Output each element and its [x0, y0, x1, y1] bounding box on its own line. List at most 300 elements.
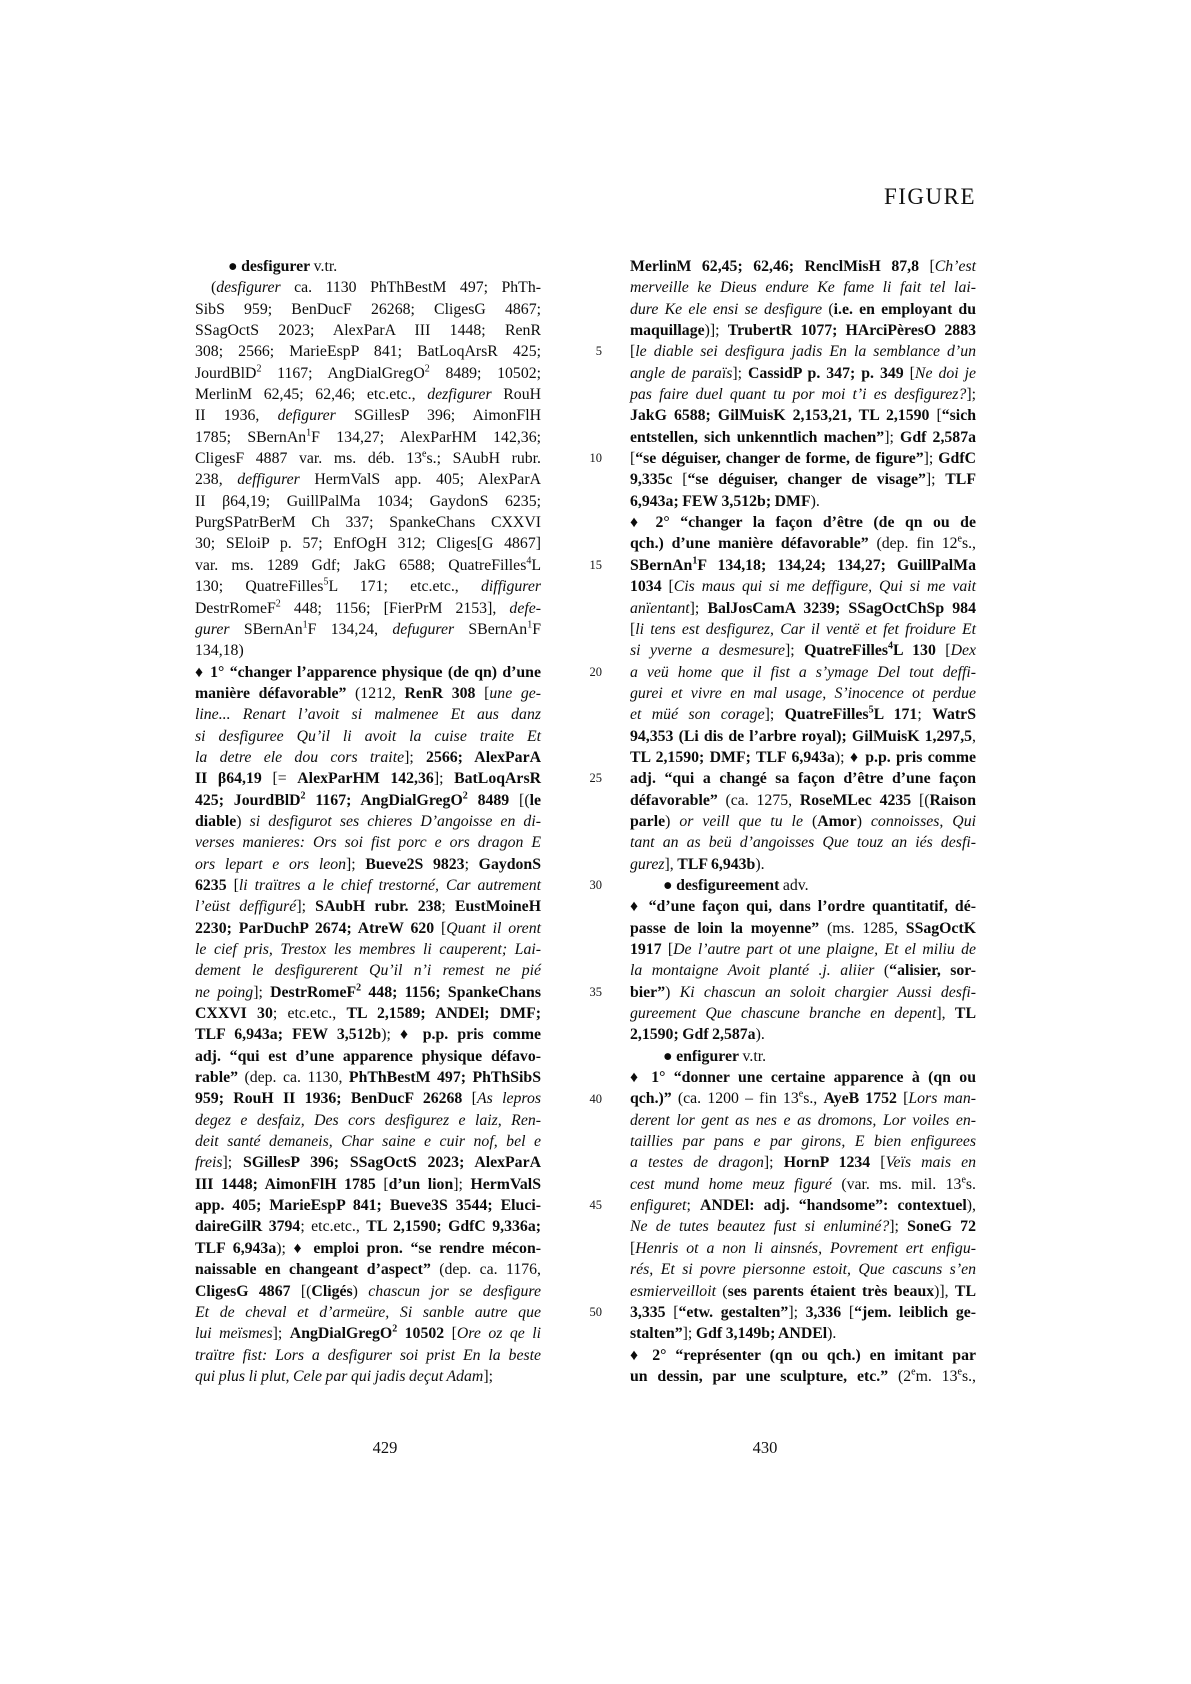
text-run: taillies par pans e par girons, E bien enfigurees — [630, 1133, 976, 1151]
text-line — [630, 1088, 976, 1109]
text-line — [630, 448, 976, 469]
text-run: “changer l’apparence physique (de qn) d’une — [229, 663, 541, 681]
text-run: un dessin, par une sculpture, etc.” — [630, 1367, 889, 1385]
text-line — [195, 427, 541, 448]
text-run: CassidP p. 347; p. 349 — [748, 364, 904, 382]
text-run: TL — [954, 1005, 976, 1023]
text-run: 1° — [210, 663, 225, 681]
text-run: a veü home que il fist a s’ymage Del tout deffi- — [630, 663, 976, 681]
text-run: [ — [841, 1303, 855, 1321]
text-run: a testes de dragon — [630, 1154, 764, 1172]
text-run: SBernAn — [229, 620, 303, 638]
text-run: QuatreFilles — [784, 706, 869, 724]
text-run: lui meïsmes — [195, 1325, 273, 1343]
text-run: Cligés — [311, 1282, 353, 1300]
text-line — [195, 875, 541, 896]
text-run: ); ♦ — [381, 1026, 423, 1044]
text-run: 2566; AlexParA — [426, 748, 541, 766]
text-line — [195, 555, 541, 576]
text-line — [195, 1152, 541, 1173]
text-run: ]; — [404, 748, 427, 766]
text-run: cest mund home meuz figuré — [630, 1175, 832, 1193]
text-run: MerlinM 62,45; 62,46; etc.etc., — [195, 386, 428, 404]
text-line — [195, 299, 541, 320]
text-run: l’eüst deffiguré — [195, 898, 297, 916]
text-run: EustMoineH — [454, 898, 541, 916]
text-run: s.; SAubH rubr. — [426, 450, 541, 468]
text-line — [195, 918, 541, 939]
text-run: defugurer — [392, 620, 455, 638]
text-run: 238, — [195, 471, 238, 489]
text-run: L 130 — [893, 642, 936, 660]
text-line — [195, 341, 541, 362]
text-run: SGillesP 396; AimonFlH — [335, 407, 541, 425]
text-run: “changer la façon d’être (de qn ou de — [680, 514, 976, 532]
text-run: TLF 6,943b — [677, 855, 756, 873]
text-run: 2 — [462, 790, 468, 802]
text-line — [630, 790, 976, 811]
line-number: 10 — [589, 451, 602, 466]
text-line — [195, 1003, 541, 1024]
text-run: ; etc.etc., — [272, 1005, 347, 1023]
text-run: TLF 6,943a — [195, 1239, 277, 1257]
text-run: 959; RouH II 1936; BenDucF 26268 — [195, 1090, 463, 1108]
line-number: 25 — [589, 771, 602, 786]
text-run: 4 — [888, 640, 894, 652]
text-run: ANDEl: adj. “handsome”: contextuel — [700, 1197, 967, 1215]
text-run: app. 405; MarieEspP 841; Bueve3S 3544; Eluci- — [195, 1197, 541, 1215]
text-run: gureement Que chascune branche en depent — [630, 1005, 937, 1023]
text-run: [( — [290, 1282, 312, 1300]
text-run: ; — [441, 898, 455, 916]
text-run: ● — [663, 876, 677, 894]
text-run: SBernAn — [630, 556, 693, 574]
text-run: ]; — [483, 1367, 493, 1385]
text-run: [ — [661, 578, 674, 596]
text-line — [195, 662, 541, 683]
text-run: connoisses, Qui — [870, 812, 976, 830]
text-line — [195, 1088, 541, 1109]
text-run: maquillage — [630, 322, 705, 340]
text-line — [195, 726, 541, 747]
text-line — [630, 619, 976, 640]
text-line — [630, 491, 976, 512]
page-number-left: 429 — [372, 1438, 398, 1457]
text-run: entstellen, sich unkenntlich machen” — [630, 428, 885, 446]
line-number: 30 — [589, 878, 602, 893]
text-run: ], — [936, 1005, 955, 1023]
text-run: adv. — [779, 876, 809, 894]
line-number: 45 — [589, 1198, 602, 1213]
text-run: 5 — [323, 576, 329, 588]
text-run: BalJosCamA 3239; SSagOctChSp 984 — [707, 599, 976, 617]
text-run: 1785; SBernAn — [195, 428, 307, 446]
text-line — [630, 1174, 976, 1195]
text-run: ( — [822, 300, 834, 318]
text-run: 448; 1156; [FierPrM 2153], — [280, 599, 510, 617]
text-run: AngDialGregO — [289, 1325, 393, 1343]
text-run: Gdf 3,149b; ANDEl — [695, 1325, 828, 1343]
text-run: la montaigne Avoit planté .j. aliier — [630, 962, 875, 980]
text-run: anïentant — [630, 599, 690, 617]
line-number: 40 — [589, 1091, 602, 1106]
text-line — [195, 1024, 541, 1045]
text-run: ]; — [433, 770, 455, 788]
text-run: une ge- — [489, 684, 542, 702]
text-run: [ — [630, 1239, 636, 1257]
text-run: F — [532, 620, 541, 638]
text-run: ], — [664, 855, 678, 873]
text-run: freis — [195, 1154, 223, 1172]
text-run: “donner une certaine apparence à (qn ou — [673, 1069, 976, 1087]
text-run: 3,336 — [805, 1303, 842, 1321]
text-run: 2,1590; Gdf 2,587a — [630, 1026, 756, 1044]
text-line — [630, 299, 976, 320]
text-run: (ca. 1200 – fin 13 — [671, 1090, 799, 1108]
text-run: ]; — [889, 1218, 908, 1236]
line-number: 5 — [595, 344, 602, 359]
text-line — [195, 533, 541, 554]
text-run: ]; — [763, 1154, 784, 1172]
text-run: ). — [755, 1026, 765, 1044]
text-line — [630, 1024, 976, 1045]
text-run: 1 — [527, 619, 533, 631]
text-run: [ — [929, 407, 942, 425]
text-run: “alisier, sor- — [889, 962, 976, 980]
line-number: 50 — [589, 1305, 602, 1320]
text-run: v.tr. — [310, 258, 338, 275]
text-run: AlexParHM 142,36 — [297, 770, 434, 788]
text-run: ), — [966, 1197, 976, 1215]
text-line — [195, 1345, 541, 1366]
text-run: ]; — [925, 471, 946, 489]
text-run: defigurer — [277, 407, 336, 425]
text-run: traïtre fist: Lors a desfigurer soi prist En la beste — [195, 1346, 541, 1364]
text-line — [630, 704, 976, 725]
text-run: [ — [630, 620, 636, 638]
text-run: 30; SEloiP p. 57; EnfOgH 312; Cliges[G 4867] — [195, 535, 541, 553]
text-run: F 134,18; 134,24; 134,27; GuillPalMa — [697, 556, 976, 574]
text-run: ; etc.etc., — [300, 1218, 367, 1236]
text-run: 1917 — [630, 941, 662, 958]
text-run: AyeB 1752 — [823, 1090, 897, 1108]
text-run: chascun jor se desfigure — [368, 1282, 541, 1300]
text-run: si desfigurot ses chieres D’angoisse en di- — [249, 812, 541, 830]
text-line — [195, 512, 541, 533]
text-run: 1 — [306, 427, 312, 439]
text-run: 8489; 10502; — [429, 364, 542, 382]
text-run: e — [961, 1174, 966, 1186]
text-run: [ — [630, 343, 636, 361]
text-run: III 1448; AimonFlH 1785 — [195, 1175, 376, 1193]
text-run: 2 — [424, 363, 430, 375]
text-run: ( — [715, 1282, 728, 1300]
text-run: Dex — [950, 642, 976, 660]
text-run: Ki chascun an soloit chargier Aussi desfi- — [679, 983, 976, 1001]
text-run: DestrRomeF — [270, 983, 357, 1001]
text-run: (ms. 1285, — [819, 919, 906, 937]
text-run: ) — [665, 983, 680, 1001]
right-column — [630, 256, 976, 1387]
text-run: ) — [236, 812, 250, 830]
text-run: (dep. ca. 1176, — [430, 1261, 541, 1279]
text-run: Ore oz qe li — [456, 1325, 542, 1343]
text-run: manière défavorable” — [195, 684, 347, 702]
text-run: ]; — [253, 983, 271, 1001]
text-line — [195, 896, 541, 917]
text-run: TLF 6,943a; FEW 3,512b — [195, 1026, 382, 1044]
text-run: naissable en changeant d’aspect” — [195, 1261, 431, 1279]
text-run: [ — [896, 1090, 909, 1108]
text-run: GaydonS — [478, 855, 541, 873]
text-line — [630, 1366, 976, 1387]
text-run: bier” — [630, 983, 666, 1001]
text-line — [630, 277, 976, 298]
text-run: ; — [917, 706, 933, 724]
text-run: [ — [665, 1303, 679, 1321]
text-run: ]; — [346, 855, 366, 873]
text-run: 2° — [655, 514, 670, 532]
text-run: RouH — [491, 386, 541, 404]
text-run: 2 — [392, 1323, 398, 1335]
text-run: adj. “qui est d’une apparence physique défavo- — [195, 1047, 541, 1065]
text-run: [ — [672, 471, 688, 489]
text-run: ca. 1130 PhThBestM 497; PhTh- — [280, 279, 541, 297]
text-line — [195, 811, 541, 832]
text-line — [195, 320, 541, 341]
text-run: MerlinM 62,45; 62,46; RenclMisH 87,8 — [630, 258, 919, 275]
text-run: HermValS app. 405; AlexParA — [299, 471, 541, 489]
text-line — [630, 341, 976, 362]
text-run: 1167; AngDialGregO — [305, 791, 463, 809]
text-run: dement le desfigurerent Qu’il n’i remest ne pié — [195, 962, 541, 980]
line-number: 20 — [589, 664, 602, 679]
text-run: or veill que tu le — [679, 812, 803, 830]
text-run: De l’autre part ot une plaigne, Et el miliu de — [673, 941, 977, 958]
text-line — [195, 854, 541, 875]
text-line — [630, 1345, 976, 1366]
text-line — [630, 683, 976, 704]
text-run: le diable sei desfigura jadis En la semblance d’un — [635, 343, 976, 361]
text-run: deffigurer — [237, 471, 300, 489]
text-run: Ne doi je — [914, 364, 977, 382]
text-line — [195, 982, 541, 1003]
text-run: s., — [961, 535, 976, 553]
text-line — [195, 640, 541, 661]
text-line — [195, 939, 541, 960]
text-run: SGillesP 396; SSagOctS 2023; AlexParA — [243, 1154, 542, 1172]
text-run: ]; — [923, 450, 939, 468]
text-line — [195, 1067, 541, 1088]
text-run: enfigurer — [676, 1047, 739, 1065]
text-run: 1034 — [630, 578, 662, 596]
text-line — [195, 832, 541, 853]
text-line — [630, 512, 976, 533]
text-run: rable” — [195, 1069, 238, 1087]
text-run: Bueve2S 9823 — [365, 855, 465, 873]
text-run: ● — [663, 1047, 677, 1065]
text-run: le cief pris, Trestox les membres li cauperent; Lai- — [195, 941, 541, 958]
text-run: II β64,19 — [195, 770, 262, 788]
text-run: stalten” — [630, 1325, 683, 1343]
text-run: Et de cheval et d’armeüre, Si sanble autre que — [195, 1303, 541, 1321]
text-line — [630, 363, 976, 384]
text-run: SBernAn — [454, 620, 528, 638]
text-run — [670, 514, 681, 531]
text-run: li tens est desfigurez, Car il ventë et fet froidure Et — [635, 620, 976, 638]
text-run: , — [972, 727, 976, 745]
text-line — [630, 875, 976, 896]
text-run: TL 2,1589; ANDEl; DMF; — [346, 1005, 541, 1023]
text-run: si yverne a desmesure — [630, 642, 785, 660]
text-run: ]; — [884, 428, 901, 446]
text-run: ). — [755, 855, 765, 873]
text-run: ♦ — [630, 514, 656, 532]
text-line — [195, 277, 541, 298]
text-run: RenR 308 — [404, 684, 476, 702]
text-line — [630, 832, 976, 853]
running-head: FIGURE — [883, 184, 976, 209]
text-line — [195, 1110, 541, 1131]
text-run: [ — [630, 450, 636, 468]
text-run: HornP 1234 — [783, 1154, 871, 1172]
text-run: ]; — [296, 898, 316, 916]
text-run: TL 2,1590; GdfC 9,336a; — [366, 1218, 541, 1236]
text-run: ♦ — [630, 1346, 653, 1364]
text-line — [630, 918, 976, 939]
text-run: (dep. fin 12 — [868, 535, 958, 553]
text-line — [630, 896, 976, 917]
text-line — [195, 598, 541, 619]
text-run: )], — [934, 1282, 955, 1300]
text-line — [195, 683, 541, 704]
text-run: ) — [856, 812, 871, 830]
text-run: SAubH rubr. 238 — [315, 898, 442, 916]
text-run: L 171; etc.etc., — [328, 578, 482, 596]
text-run: s., — [803, 1090, 824, 1108]
text-run: 2230; ParDuchP 2674; AtreW 620 — [195, 919, 435, 937]
text-run: pas faire duel quant tu por moi t’i es desfigurez? — [630, 386, 967, 404]
text-run: 2° — [652, 1346, 667, 1364]
text-run: Raison — [929, 791, 976, 809]
text-line — [630, 1216, 976, 1237]
text-line — [630, 1003, 976, 1024]
text-line — [195, 1131, 541, 1152]
text-run: p.p. pris comme — [422, 1026, 542, 1044]
text-run: ]; — [453, 1175, 471, 1193]
text-run: “sich — [941, 407, 976, 425]
text-run: ). — [810, 492, 820, 510]
text-line — [630, 320, 976, 341]
text-run: ; — [464, 855, 479, 873]
text-run: e — [957, 1366, 962, 1378]
text-run: HermValS — [470, 1175, 541, 1193]
text-run: II β64,19; GuillPalMa 1034; GaydonS 6235; — [195, 492, 541, 510]
text-line — [630, 1238, 976, 1259]
text-run: le — [529, 791, 541, 809]
text-run: esmierveilloit — [630, 1282, 716, 1300]
text-run: qui plus li plut, Cele par qui jadis deçut Adam — [195, 1367, 484, 1385]
text-run: ]; — [784, 642, 805, 660]
text-run: défavorable” — [630, 791, 718, 809]
text-run: [( — [911, 791, 930, 809]
text-line — [195, 1046, 541, 1067]
text-run: 94,353 (Li dis de l’arbre royal); GilMuisK 1,297,5 — [630, 727, 973, 745]
text-line — [195, 747, 541, 768]
text-run: (var. ms. mil. 13 — [831, 1175, 962, 1193]
text-run: 1167; AngDialGregO — [261, 364, 425, 382]
text-line — [195, 768, 541, 789]
text-run: s., — [961, 1367, 976, 1385]
text-line — [630, 939, 976, 960]
text-run: [ — [444, 1325, 457, 1343]
text-run: Lors man- — [908, 1090, 976, 1108]
text-run: II 1936, — [195, 407, 278, 425]
text-line — [630, 854, 976, 875]
text-run: gurez — [630, 855, 665, 873]
text-run: 4 — [526, 555, 532, 567]
text-line — [630, 469, 976, 490]
text-run: diable — [195, 812, 237, 830]
text-line — [195, 1366, 541, 1387]
text-line — [195, 491, 541, 512]
text-run: 3,335 — [630, 1303, 666, 1321]
text-run: ]; — [682, 1325, 696, 1343]
text-run: 2 — [275, 598, 281, 610]
text-run: ( — [802, 812, 818, 830]
text-line — [630, 640, 976, 661]
text-line — [630, 384, 976, 405]
text-run: 1° — [651, 1069, 666, 1087]
text-line — [195, 619, 541, 640]
text-line — [630, 662, 976, 683]
text-run: e — [911, 1366, 916, 1378]
text-run: [ — [661, 941, 674, 958]
text-line — [195, 1174, 541, 1195]
text-run: degez e desfaiz, Des cors desfigurez e laiz, Ren- — [195, 1111, 541, 1129]
text-run: GdfC — [938, 450, 976, 468]
text-run: emploi pron. “se rendre mécon- — [313, 1239, 541, 1257]
text-run: ses parents étaient très beaux — [727, 1282, 935, 1300]
text-run: TLF — [945, 471, 976, 489]
text-line — [630, 1152, 976, 1173]
text-run: SoneG 72 — [907, 1218, 976, 1236]
text-run: li traïtres a le chief trestorné, Car autrement — [238, 876, 541, 894]
text-run: F 134,24, — [307, 620, 393, 638]
text-run: 308; 2566; MarieEspP 841; BatLoqArsR 425; — [195, 343, 541, 361]
text-run: (dep. ca. 1130, — [238, 1069, 349, 1087]
text-run: e — [422, 448, 427, 460]
text-line — [195, 1281, 541, 1302]
text-line — [630, 747, 976, 768]
text-run: ]; — [272, 1325, 290, 1343]
text-line — [195, 1216, 541, 1237]
text-line — [195, 1259, 541, 1280]
text-line — [195, 363, 541, 384]
text-run: 5 — [868, 704, 874, 716]
text-line — [630, 982, 976, 1003]
text-run: [ — [462, 1090, 477, 1108]
text-run: CligesG 4867 — [195, 1282, 291, 1300]
text-run: “représenter (qn ou qch.) en imitant par — [675, 1346, 976, 1364]
line-number: 35 — [589, 984, 602, 999]
text-line — [195, 256, 541, 277]
text-line — [195, 1238, 541, 1259]
text-run: ); ♦ — [834, 748, 866, 766]
text-run: ]; — [222, 1154, 244, 1172]
text-line — [630, 1302, 976, 1323]
text-line — [195, 960, 541, 981]
